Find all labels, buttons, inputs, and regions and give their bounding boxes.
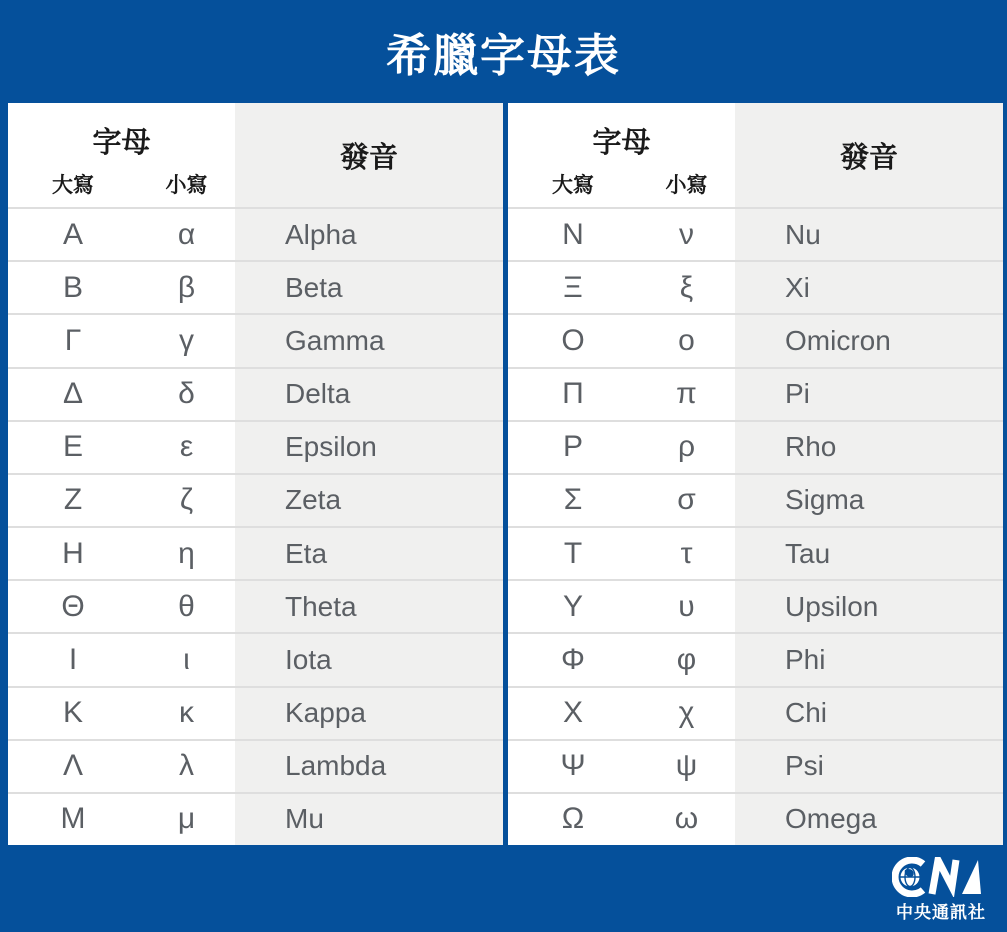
lowercase-letter: κ — [138, 688, 235, 739]
table-row — [508, 420, 1003, 473]
uppercase-letter: Ψ — [508, 741, 638, 792]
pronunciation: Epsilon — [235, 422, 503, 473]
lowercase-header: 小寫 — [165, 173, 208, 197]
cna-logo-icon — [892, 857, 990, 897]
table-row — [508, 260, 1003, 313]
table-row — [8, 207, 503, 260]
table-row — [508, 367, 1003, 420]
pronunciation: Phi — [735, 634, 1003, 685]
table-right-half — [508, 103, 1003, 845]
pronunciation: Zeta — [235, 475, 503, 526]
table-row — [8, 420, 503, 473]
uppercase-letter: Ζ — [8, 475, 138, 526]
uppercase-letter: Β — [8, 262, 138, 313]
letter-header-group — [8, 103, 235, 207]
pronunciation: Xi — [735, 262, 1003, 313]
table-row — [508, 686, 1003, 739]
lowercase-letter: π — [638, 369, 735, 420]
pronunciation: Mu — [235, 794, 503, 845]
lowercase-letter: ζ — [138, 475, 235, 526]
lowercase-letter: ω — [638, 794, 735, 845]
uppercase-letter: Ρ — [508, 422, 638, 473]
uppercase-letter: Υ — [508, 581, 638, 632]
table-row — [8, 260, 503, 313]
table-row — [8, 792, 503, 845]
letter-header: 字母 — [592, 126, 651, 159]
lowercase-letter: ρ — [638, 422, 735, 473]
table-row — [8, 579, 503, 632]
letter-header-group — [508, 103, 735, 207]
pronunciation: Alpha — [235, 209, 503, 260]
cna-logo — [889, 857, 993, 923]
table-row — [508, 579, 1003, 632]
lowercase-letter: σ — [638, 475, 735, 526]
uppercase-letter: Α — [8, 209, 138, 260]
uppercase-letter: Ν — [508, 209, 638, 260]
pronunciation-header: 發音 — [735, 103, 1003, 207]
table-row — [508, 792, 1003, 845]
pronunciation: Theta — [235, 581, 503, 632]
table-header-left — [8, 103, 503, 207]
pronunciation: Delta — [235, 369, 503, 420]
table-row — [8, 686, 503, 739]
pronunciation: Lambda — [235, 741, 503, 792]
table-header-right — [508, 103, 1003, 207]
lowercase-letter: ο — [638, 315, 735, 366]
lowercase-letter: ι — [138, 634, 235, 685]
pronunciation: Rho — [735, 422, 1003, 473]
lowercase-header: 小寫 — [665, 173, 708, 197]
table-row — [508, 473, 1003, 526]
lowercase-letter: χ — [638, 688, 735, 739]
pronunciation-header: 發音 — [235, 103, 503, 207]
table-row — [8, 632, 503, 685]
pronunciation: Nu — [735, 209, 1003, 260]
lowercase-letter: β — [138, 262, 235, 313]
pronunciation: Omega — [735, 794, 1003, 845]
pronunciation: Beta — [235, 262, 503, 313]
greek-alphabet-table — [8, 103, 1003, 845]
lowercase-letter: ν — [638, 209, 735, 260]
uppercase-letter: Π — [508, 369, 638, 420]
page-title: 希臘字母表 — [385, 30, 621, 81]
uppercase-header: 大寫 — [552, 173, 594, 197]
lowercase-letter: ξ — [638, 262, 735, 313]
pronunciation: Kappa — [235, 688, 503, 739]
uppercase-letter: Ε — [8, 422, 138, 473]
uppercase-letter: Μ — [8, 794, 138, 845]
letter-subheaders — [8, 169, 235, 199]
lowercase-letter: λ — [138, 741, 235, 792]
table-row — [8, 739, 503, 792]
uppercase-letter: Σ — [508, 475, 638, 526]
lowercase-letter: τ — [638, 528, 735, 579]
uppercase-header: 大寫 — [52, 173, 94, 197]
uppercase-letter: Ξ — [508, 262, 638, 313]
letter-subheaders — [508, 169, 735, 199]
table-row — [508, 207, 1003, 260]
letter-header: 字母 — [92, 126, 151, 159]
table-row — [508, 739, 1003, 792]
lowercase-letter: ψ — [638, 741, 735, 792]
lowercase-letter: δ — [138, 369, 235, 420]
lowercase-letter: μ — [138, 794, 235, 845]
table-row — [8, 313, 503, 366]
lowercase-letter: φ — [638, 634, 735, 685]
uppercase-letter: Κ — [8, 688, 138, 739]
lowercase-letter: υ — [638, 581, 735, 632]
table-left-half — [8, 103, 503, 845]
uppercase-letter: Ι — [8, 634, 138, 685]
table-row — [508, 526, 1003, 579]
pronunciation: Psi — [735, 741, 1003, 792]
pronunciation: Sigma — [735, 475, 1003, 526]
uppercase-letter: Φ — [508, 634, 638, 685]
uppercase-letter: Η — [8, 528, 138, 579]
pronunciation: Upsilon — [735, 581, 1003, 632]
uppercase-letter: Ω — [508, 794, 638, 845]
pronunciation: Chi — [735, 688, 1003, 739]
pronunciation: Iota — [235, 634, 503, 685]
table-row — [508, 632, 1003, 685]
pronunciation: Pi — [735, 369, 1003, 420]
cna-logo-caption: 中央通訊社 — [896, 903, 986, 922]
pronunciation: Tau — [735, 528, 1003, 579]
table-row — [508, 313, 1003, 366]
table-row — [8, 473, 503, 526]
uppercase-letter: Χ — [508, 688, 638, 739]
lowercase-letter: ε — [138, 422, 235, 473]
uppercase-letter: Θ — [8, 581, 138, 632]
lowercase-letter: θ — [138, 581, 235, 632]
pronunciation: Omicron — [735, 315, 1003, 366]
uppercase-letter: Δ — [8, 369, 138, 420]
uppercase-letter: Τ — [508, 528, 638, 579]
uppercase-letter: Γ — [8, 315, 138, 366]
pronunciation: Eta — [235, 528, 503, 579]
lowercase-letter: η — [138, 528, 235, 579]
table-row — [8, 367, 503, 420]
pronunciation: Gamma — [235, 315, 503, 366]
table-row — [8, 526, 503, 579]
uppercase-letter: Ο — [508, 315, 638, 366]
lowercase-letter: γ — [138, 315, 235, 366]
lowercase-letter: α — [138, 209, 235, 260]
uppercase-letter: Λ — [8, 741, 138, 792]
